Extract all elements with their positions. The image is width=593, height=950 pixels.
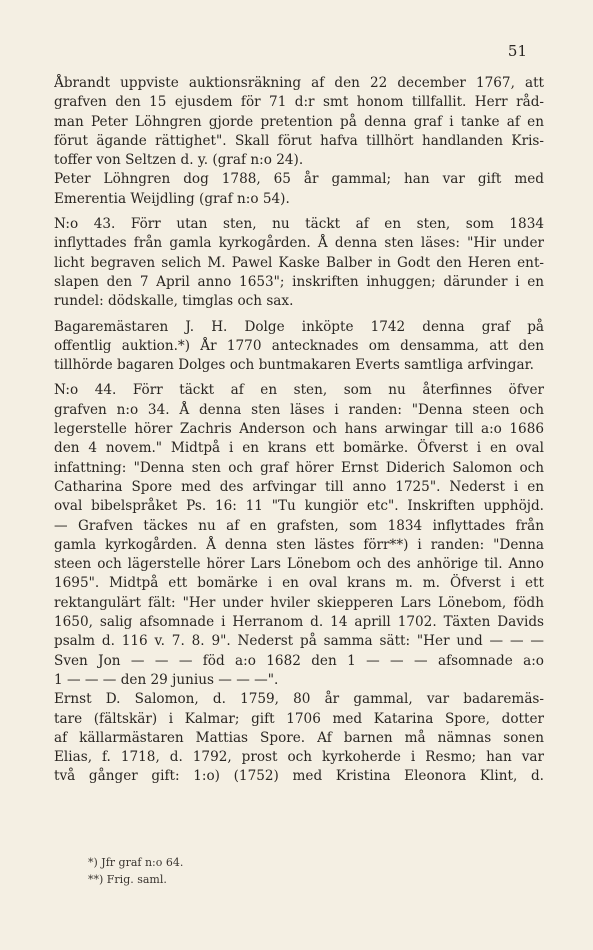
text-line: Bagaremästaren J. H. Dolge inköpte 1742 denna graf på xyxy=(54,318,544,335)
text-line: rektangulärt fält: "Her under hviler skiepperen Lars Lönebom, födh xyxy=(54,594,544,611)
text-line: N:o 43. Förr utan sten, nu täckt af en sten, som 1834 xyxy=(54,216,544,233)
text-line: N:o 44. Förr täckt af en sten, som nu återfinnes öfver xyxy=(54,382,544,399)
paragraph xyxy=(54,381,544,690)
text-line: licht begraven selich M. Pawel Kaske Balber in Godt den Heren ent- xyxy=(54,254,544,271)
text-line: rundel: dödskalle, timglas och sax. xyxy=(54,293,294,310)
text-line: 1 — — — den 29 junius — — —". xyxy=(54,671,279,688)
text-line: Emerentia Weijdling (graf n:o 54). xyxy=(54,190,290,207)
text-line: gamla kyrkogården. Å denna sten lästes förr**) i randen: "Denna xyxy=(54,536,544,553)
footnote: *) Jfr graf n:o 64. xyxy=(88,856,184,869)
text-line: infattning: "Denna sten och graf hörer Ernst Diderich Salomon och xyxy=(54,459,544,476)
body-text xyxy=(54,74,544,787)
text-line: psalm d. 116 v. 7. 8. 9". Nederst på samma sätt: "Her und — — — xyxy=(54,633,544,650)
text-line: inflyttades från gamla kyrkogården. Å denna sten läses: "Hir under xyxy=(54,235,544,252)
text-line: slapen den 7 April anno 1653"; inskriften inhuggen; därunder i en xyxy=(54,273,544,290)
text-line: legerstelle hörer Zachris Anderson och hans arwingar till a:o 1686 xyxy=(54,421,544,438)
text-line: Elias, f. 1718, d. 1792, prost och kyrkoherde i Resmo; han var xyxy=(54,749,544,766)
footnote: **) Frig. saml. xyxy=(88,873,167,886)
text-line: oval bibelspråket Ps. 16: 11 "Tu kungiör etc". Inskriften upphöjd. xyxy=(54,498,544,515)
paragraph xyxy=(54,690,544,786)
text-line: toffer von Seltzen d. y. (graf n:o 24). xyxy=(54,152,304,169)
text-line: tillhörde bagaren Dolges och buntmakaren Everts samtliga arfvingar. xyxy=(54,357,534,374)
text-line: Ernst D. Salomon, d. 1759, 80 år gammal, var badaremäs- xyxy=(54,691,544,708)
text-line: af källarmästaren Mattias Spore. Af barnen må nämnas sonen xyxy=(54,729,544,746)
paragraph xyxy=(54,318,544,376)
text-line: grafven n:o 34. Å denna sten läses i randen: "Denna steen och xyxy=(54,401,544,418)
text-line: offentlig auktion.*) År 1770 antecknades om densamma, att den xyxy=(54,337,544,354)
text-line: steen och lägerstelle hörer Lars Lönebom och des anhörige til. Anno xyxy=(54,556,544,573)
paragraph xyxy=(54,215,544,311)
text-line: två gånger gift: 1:o) (1752) med Kristina Eleonora Klint, d. xyxy=(54,768,544,785)
text-line: den 4 novem." Midtpå i en krans ett bomärke. Öfverst i en oval xyxy=(54,440,544,457)
paragraph xyxy=(54,74,544,170)
text-line: förut ägande rättighet". Skall förut hafva tillhört handlanden Kris- xyxy=(54,132,544,149)
text-line: Sven Jon — — — föd a:o 1682 den 1 — — — afsomnade a:o xyxy=(54,652,544,669)
paragraph xyxy=(54,170,544,209)
text-line: tare (fältskär) i Kalmar; gift 1706 med Katarina Spore, dotter xyxy=(54,710,544,727)
footnotes xyxy=(88,854,183,888)
page-number: 51 xyxy=(507,42,527,60)
text-line: 1695". Midtpå ett bomärke i en oval krans m. m. Öfverst i ett xyxy=(54,575,544,592)
text-line: 1650, salig afsomnade i Herranom d. 14 aprill 1702. Täxten Davids xyxy=(54,614,544,631)
text-line: grafven den 15 ejusdem för 71 d:r smt honom tillfallit. Herr råd- xyxy=(54,94,544,111)
text-line: Catharina Spore med des arfvingar till anno 1725". Nederst i en xyxy=(54,478,544,495)
text-line: Peter Löhngren dog 1788, 65 år gammal; han var gift med xyxy=(54,171,544,188)
text-line: — Grafven täckes nu af en grafsten, som 1834 inflyttades från xyxy=(54,517,544,534)
text-line: Åbrandt uppviste auktionsräkning af den 22 december 1767, att xyxy=(54,75,544,91)
text-line: man Peter Löhngren gjorde pretention på denna graf i tanke af en xyxy=(54,113,544,130)
